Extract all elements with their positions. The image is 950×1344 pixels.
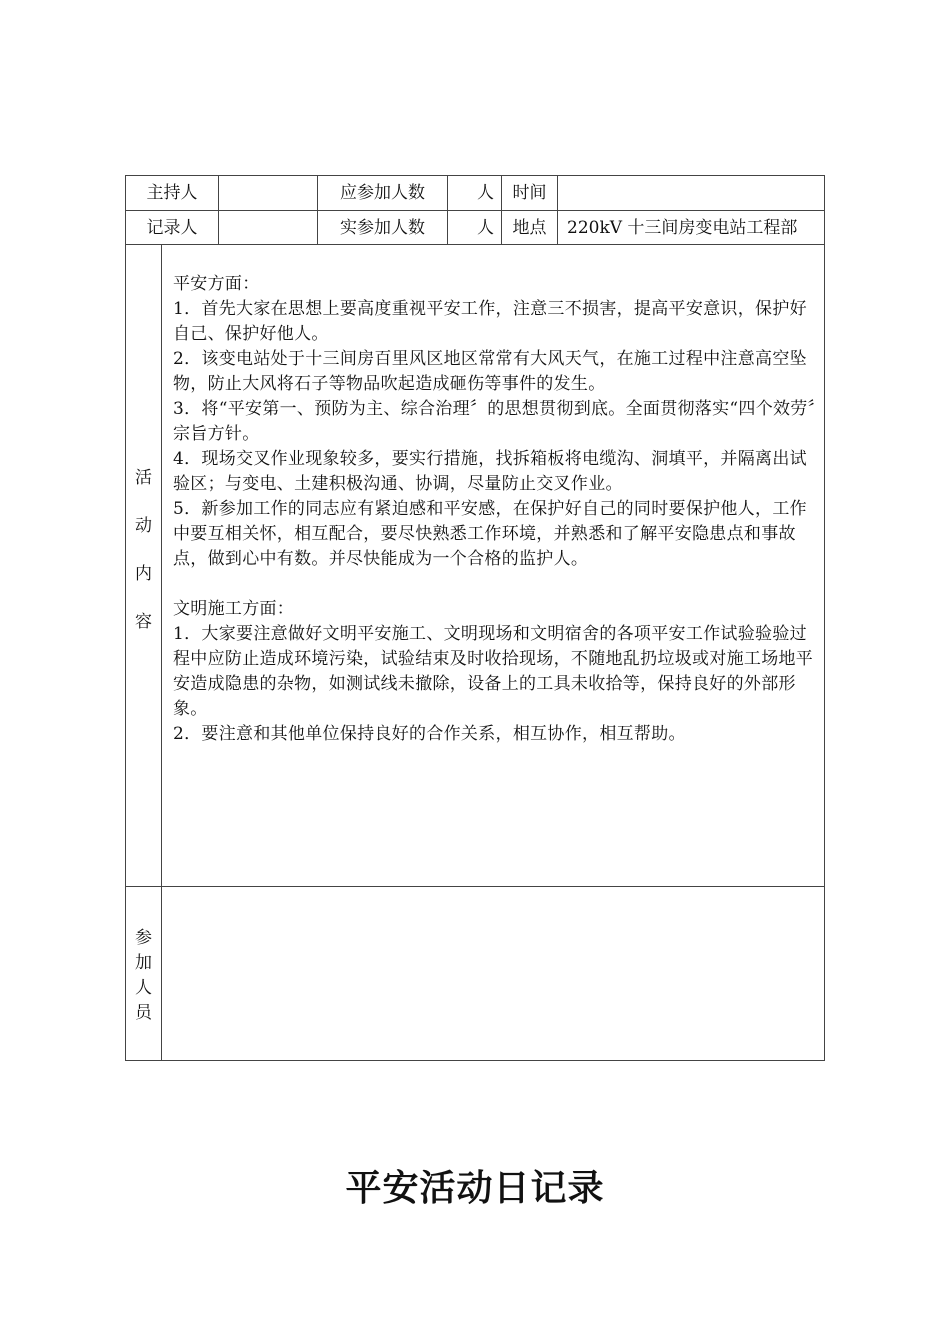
paragraph-gap [173, 572, 823, 597]
time-value[interactable] [558, 176, 824, 210]
expected-count-label: 应参加人数 [340, 183, 425, 203]
activity-content [173, 272, 823, 747]
safety-item: 1．首先大家在思想上要高度重视平安工作，注意三不损害，提高平安意识，保护好自己、保护好他人。 [173, 299, 807, 344]
time-label: 时间 [512, 183, 547, 203]
activity-content-label: 活 动 内 容 [135, 468, 152, 632]
safety-item: 4．现场交叉作业现象较多，要实行措施，找拆箱板将电缆沟、洞填平，并隔离出试验区；与变电、土建积极沟通、协调，尽量防止交叉作业。 [173, 449, 807, 494]
host-value[interactable] [219, 176, 317, 210]
row-divider [126, 886, 824, 887]
participants-value[interactable] [166, 896, 816, 930]
host-label: 主持人 [146, 183, 198, 203]
place-value[interactable]: 220kV 十三间房变电站工程部 [567, 218, 798, 238]
safety-item: 3．将“平安第一、预防为主、综合治理〞的思想贯彻到底。全面贯彻落实“四个效劳〞宗旨方针。 [173, 399, 817, 444]
civil-heading: 文明施工方面： [173, 599, 295, 619]
civil-item: 1．大家要注意做好文明平安施工、文明现场和文明宿舍的各项平安工作试验验验过程中应防止造成环境污染，试验结束及时收拾现场，不随地乱扔垃圾或对施工场地平安造成隐患的杂物，如测试线未撤除，设备上的工具未收拾等，保持良好的外部形象。 [173, 624, 814, 719]
actual-count-unit: 人 [477, 218, 494, 238]
recorder-label: 记录人 [146, 218, 198, 238]
safety-item: 2．该变电站处于十三间房百里风区地区常常有大风天气，在施工过程中注意高空坠物，防止大风将石子等物品吹起造成砸伤等事件的发生。 [173, 349, 807, 394]
civil-item: 2．要注意和其他单位保持良好的合作关系，相互协作，相互帮助。 [173, 724, 686, 744]
participants-label: 参 加 人 员 [135, 928, 152, 1023]
safety-heading: 平安方面： [173, 274, 260, 294]
safety-item: 5．新参加工作的同志应有紧迫感和平安感，在保护好自己的同时要保护他人，工作中要互相关怀，相互配合，要尽快熟悉工作环境，并熟悉和了解平安隐患点和事故点，做到心中有数。并尽快能成为一个合格的监护人。 [173, 499, 807, 569]
actual-count-label: 实参加人数 [340, 218, 425, 238]
expected-count-unit: 人 [477, 183, 494, 203]
page-title: 平安活动日记录 [345, 1168, 605, 1209]
activity-record-form [125, 175, 825, 1061]
recorder-value[interactable] [219, 211, 317, 245]
label-col-divider [161, 244, 162, 1060]
place-label: 地点 [512, 218, 547, 238]
